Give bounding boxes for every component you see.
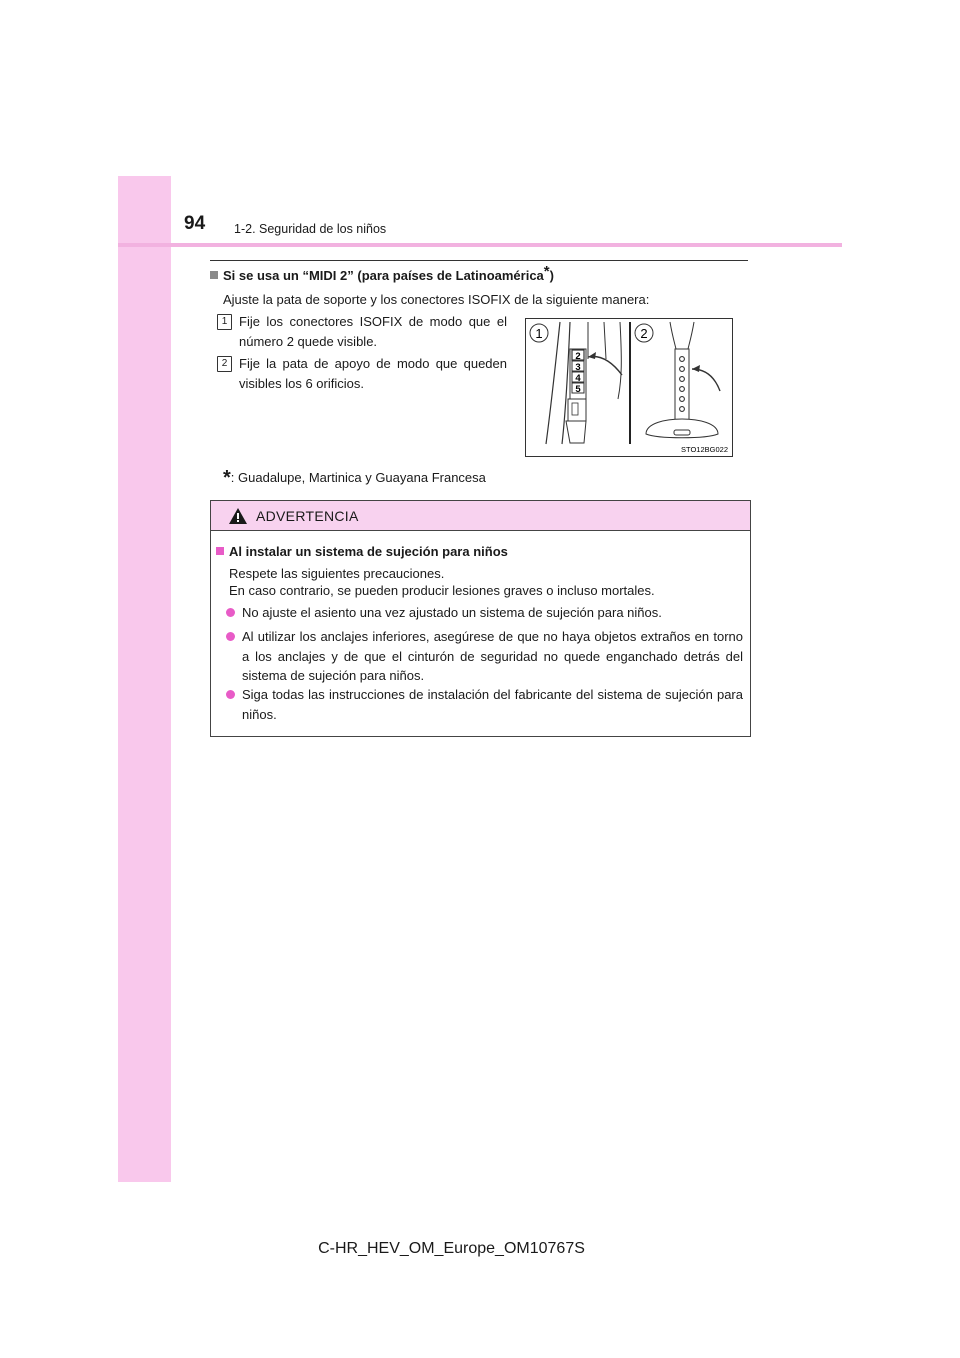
step-1-number: 1 [217, 314, 232, 330]
warning-subheading [216, 544, 508, 559]
connector-number-3: 3 [575, 362, 581, 373]
square-bullet-icon [210, 271, 218, 279]
warning-triangle-icon [228, 507, 248, 525]
section-title: 1-2. Seguridad de los niños [234, 222, 387, 236]
isofix-illustration [526, 319, 732, 456]
figure-code: STO12BG022 [681, 445, 728, 454]
figure-label-2: 2 [640, 326, 648, 341]
step-2-text: Fije la pata de apoyo de modo que queden visibles los 6 orificios. [239, 356, 507, 391]
section-rule [210, 260, 748, 261]
warning-line-1: Respete las siguientes precauciones. [229, 566, 445, 581]
step-1-text: Fije los conectores ISOFIX de modo que el número 2 quede visible. [239, 314, 507, 349]
midi-intro: Ajuste la pata de soporte y los conectores ISOFIX de la siguiente manera: [223, 292, 650, 307]
heading-close: ) [549, 268, 554, 283]
footnote-text: : Guadalupe, Martinica y Guayana Francesa [230, 470, 486, 485]
connector-number-5: 5 [575, 384, 581, 395]
warning-bullet-1-text: No ajuste el asiento una vez ajustado un sistema de sujeción para niños. [242, 605, 662, 620]
warning-bullet-3-text: Siga todas las instrucciones de instalación del fabricante del sistema de sujeción para niños. [242, 687, 743, 722]
header-divider [118, 243, 842, 247]
midi-heading-text: Si se usa un “MIDI 2” (para países de Latinoamérica [223, 268, 544, 283]
bullet-dot-icon [226, 690, 235, 699]
connector-number-2: 2 [575, 351, 581, 362]
bullet-dot-icon [226, 632, 235, 641]
footer [0, 1240, 960, 1258]
warning-bullet-1 [226, 603, 743, 623]
connector-number-4: 4 [575, 373, 581, 384]
warning-bullet-3 [226, 685, 743, 724]
figure-label-1: 1 [535, 326, 543, 341]
warning-subheading-text: Al instalar un sistema de sujeción para niños [229, 544, 508, 559]
warning-header [211, 501, 750, 531]
warning-box [210, 500, 751, 737]
side-color-band [118, 176, 171, 1182]
midi-heading [210, 263, 554, 283]
isofix-figure [525, 318, 733, 457]
warning-bullet-2-text: Al utilizar los anclajes inferiores, asegúrese de que no haya objetos extraños en torno a los anclajes y de que el cinturón de seguridad no quede enganchado detrás del sistema de sujeción para niños. [242, 629, 743, 683]
step-2 [217, 354, 507, 394]
step-2-number: 2 [217, 356, 232, 372]
footnote [223, 467, 486, 489]
warning-title: ADVERTENCIA [256, 508, 359, 524]
warning-bullet-2 [226, 627, 743, 686]
footer-doc-id: C-HR_HEV_OM_Europe_OM10767S [318, 1240, 585, 1257]
square-bullet-icon [216, 547, 224, 555]
heading-asterisk: * [543, 263, 550, 280]
warning-line-2: En caso contrario, se pueden producir lesiones graves o incluso mortales. [229, 583, 655, 598]
page-number: 94 [184, 213, 206, 234]
bullet-dot-icon [226, 608, 235, 617]
step-1 [217, 312, 507, 352]
footnote-asterisk: * [223, 467, 231, 489]
